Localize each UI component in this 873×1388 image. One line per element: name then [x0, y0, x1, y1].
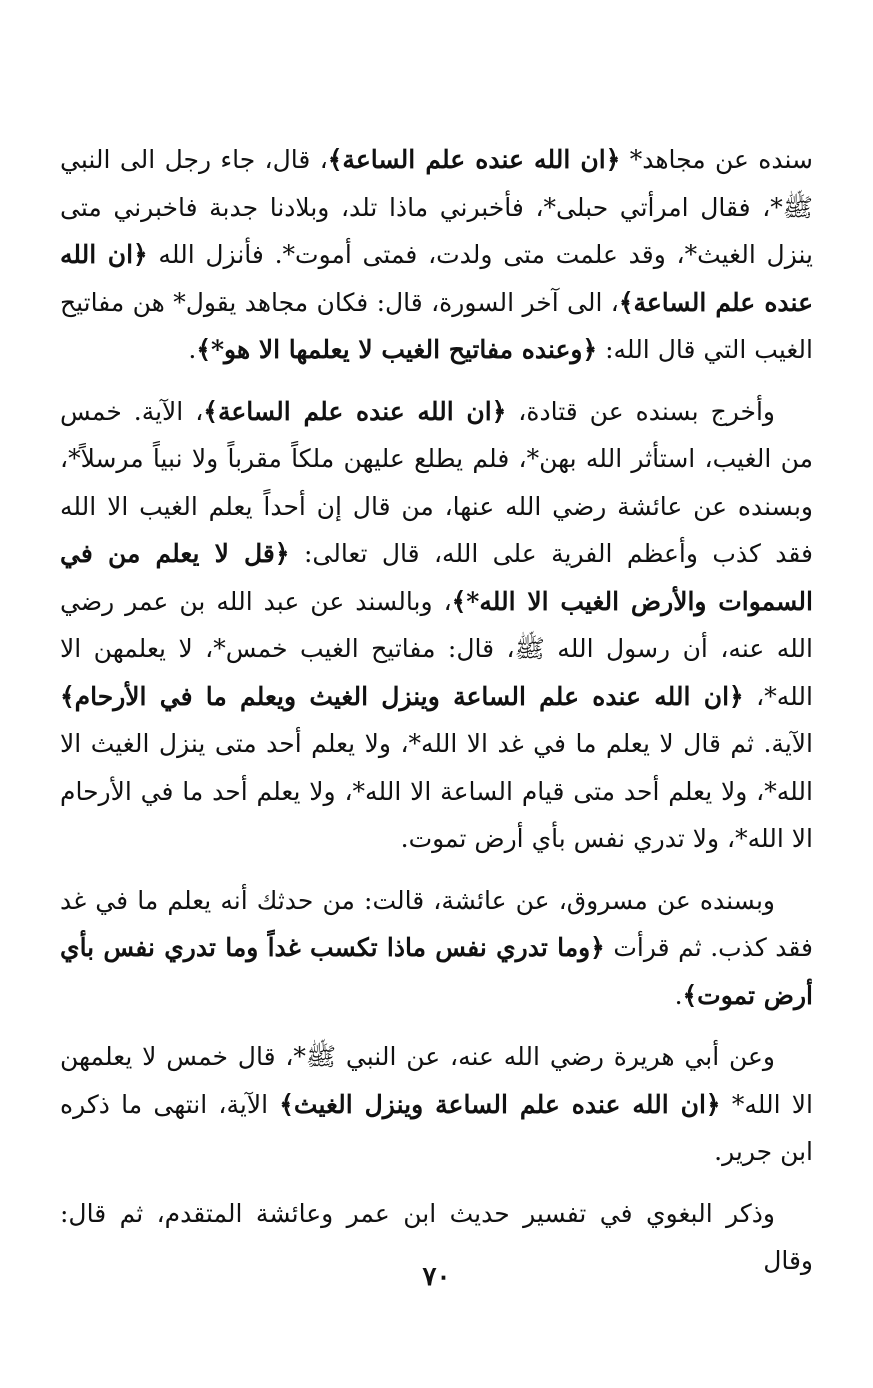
quran-verse: ﴿ان الله عنده علم الساعة وينزل الغيث﴾: [279, 1089, 721, 1119]
quran-verse: ﴿قل لا يعلم من في السموات والأرض الغيب الا الله*﴾: [60, 539, 813, 616]
quran-verse: ﴿ان الله عنده علم الساعة﴾: [203, 396, 507, 426]
text-segment: وذكر البغوي في تفسير حديث ابن عمر وعائشة المتقدم، ثم قال: وقال: [60, 1198, 813, 1275]
text-segment: وبسنده عن مسروق، عن عائشة، قالت: من حدثك أنه يعلم ما في غد فقد كذب. ثم قرأت: [60, 885, 813, 962]
text-segment: ، قال، جاء رجل الى النبي ﷺ*، فقال امرأتي حبلى*، فأخبرني ماذا تلد، وبلادنا جدبة فاخبرني متى ينزل الغيث*، وقد علمت متى ولدت، فمتى أموت*. فأنزل الله: [60, 145, 813, 269]
quran-verse: ﴿ان الله عنده علم الساعة﴾: [60, 240, 813, 317]
paragraph-1: [60, 136, 813, 374]
quran-verse: ﴿وما تدري نفس ماذا تكسب غداً وما تدري نفس بأي أرض تموت﴾: [60, 933, 813, 1010]
paragraph-2: [60, 388, 813, 863]
text-segment: .: [674, 980, 683, 1010]
text-segment: وعن أبي هريرة رضي الله عنه، عن النبي ﷺ*، قال خمس لا يعلمهن الا الله*: [60, 1042, 813, 1119]
text-segment: الآية. ثم قال لا يعلم ما في غد الا الله*، ولا يعلم أحد متى ينزل الغيث الا الله*، ولا يعلم أحد متى قيام الساعة الا الله*، ولا يعلم أحد ما في الأرحام الا الله*، ولا تدري نفس بأي أرض تموت.: [60, 729, 813, 853]
paragraph-4: [60, 1033, 813, 1176]
page-number: ٧٠: [422, 1262, 451, 1292]
text-segment: ، الآية. خمس من الغيب، استأثر الله بهن*، فلم يطلع عليهن ملكاً مقرباً ولا نبياً مرسلاً*، وبسنده عن عائشة رضي الله عنها، من قال إن أحداً يعلم الغيب الا الله فقد كذب وأعظم الفرية على الله، قال تعالى:: [60, 396, 814, 568]
text-segment: سنده عن مجاهد*: [620, 145, 814, 174]
quran-verse: ﴿وعنده مفاتيح الغيب لا يعلمها الا هو*﴾: [196, 335, 598, 364]
paragraph-3: [60, 877, 813, 1020]
quran-verse: ﴿ان الله عنده علم الساعة﴾: [327, 145, 621, 174]
text-segment: الآية، انتهى ما ذكره ابن جرير.: [60, 1089, 813, 1166]
quran-verse: ﴿ان الله عنده علم الساعة وينزل الغيث ويعلم ما في الأرحام﴾: [60, 681, 744, 711]
text-segment: .: [188, 335, 197, 364]
text-segment: ، وبالسند عن عبد الله بن عمر رضي الله عنه، أن رسول الله ﷺ، قال: مفاتيح الغيب خمس*، لا يعلمهن الا الله*،: [60, 586, 813, 711]
page-body: [60, 136, 813, 1299]
text-segment: وأخرج بسنده عن قتادة،: [506, 396, 775, 426]
text-segment: ، الى آخر السورة، قال: فكان مجاهد يقول* هن مفاتيح الغيب التي قال الله:: [60, 287, 813, 364]
